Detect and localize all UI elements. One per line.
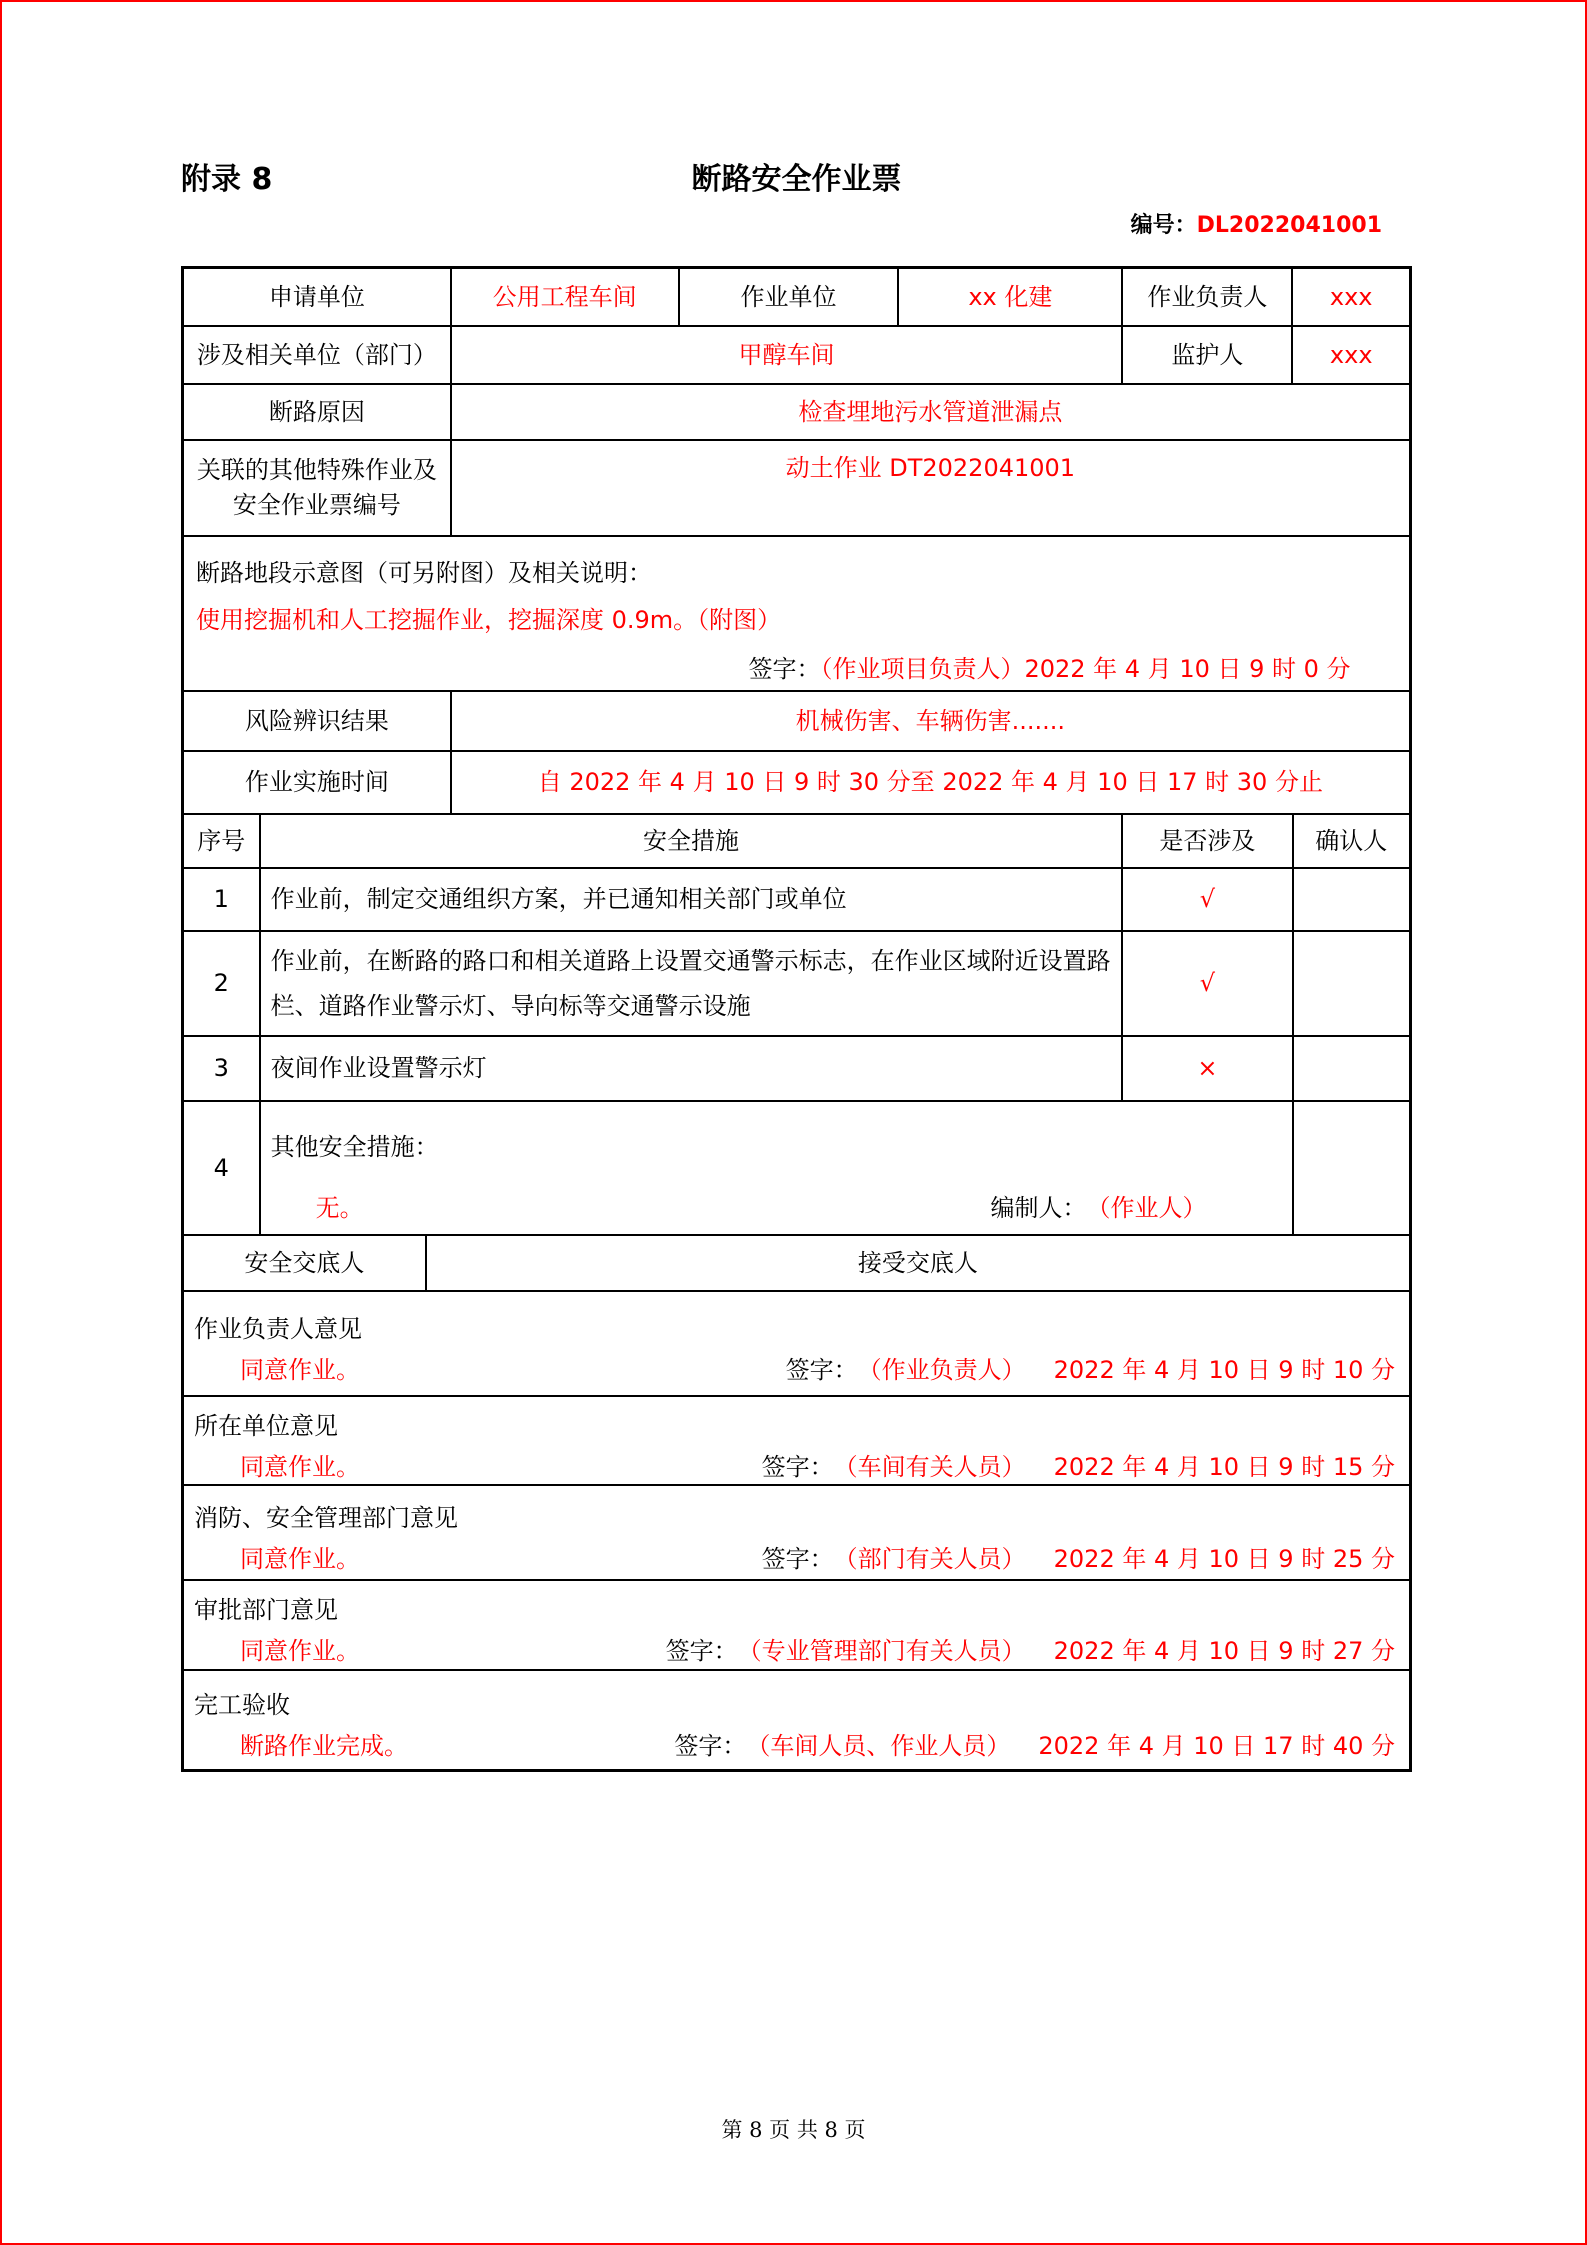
header: [181, 154, 1412, 197]
guardian-label: 监护人: [1121, 327, 1291, 383]
measures-header-row: [184, 813, 1409, 867]
opinion-row: [184, 1669, 1409, 1769]
row-related-units: [184, 325, 1409, 383]
sketch-sign-value: （作业项目负责人）2022 年 4 月 10 日 9 时 0 分: [820, 654, 1351, 683]
preparer-label: 编制人：: [990, 1194, 1087, 1222]
other-measures-line: [261, 1191, 1292, 1226]
related-permit-label-line1: 关联的其他特殊作业及: [196, 456, 437, 485]
measure-involved-mark: ×: [1121, 1037, 1291, 1100]
page-title: 断路安全作业票: [691, 162, 902, 197]
sign-datetime: 2022 年 4 月 10 日 9 时 25 分: [1053, 1544, 1395, 1573]
opinion-title: 完工验收: [194, 1691, 290, 1720]
row-reason: [184, 383, 1409, 439]
opinion-comment: 同意作业。: [240, 1637, 360, 1665]
reason-label: 断路原因: [268, 397, 365, 426]
opinion-title: 所在单位意见: [194, 1411, 338, 1440]
row-risk: [184, 690, 1409, 750]
opinion-row: [184, 1395, 1409, 1484]
measures-header-confirmer: 确认人: [1292, 815, 1409, 867]
measure-confirmer-cell: [1292, 1037, 1409, 1100]
measure-no: 2: [213, 969, 229, 998]
permit-table: [181, 266, 1412, 1772]
measure-no: 1: [213, 885, 229, 914]
signer: （车间人员、作业人员）: [746, 1732, 1011, 1760]
opinion-row: [184, 1484, 1409, 1579]
work-unit-value: xx 化建: [897, 269, 1121, 325]
sketch-sign-line: [748, 652, 1397, 687]
spacer: [360, 1353, 786, 1388]
sketch-cell: [184, 537, 1409, 690]
work-leader-label: 作业负责人: [1121, 269, 1291, 325]
sign-label: 签字：: [674, 1732, 747, 1760]
sketch-sign-label: 签字：: [748, 654, 821, 683]
measure-row: [184, 930, 1409, 1035]
sign-label: 签字：: [785, 1355, 858, 1384]
related-units-value: 甲醇车间: [450, 327, 1122, 383]
other-measures-no: 4: [213, 1153, 229, 1182]
signer: （专业管理部门有关人员）: [737, 1637, 1026, 1665]
sign-datetime: 2022 年 4 月 10 日 17 时 40 分: [1038, 1732, 1395, 1760]
row-other-measures: [184, 1100, 1409, 1234]
related-units-label: 涉及相关单位（部门）: [196, 340, 437, 369]
sign-label: 签字：: [665, 1637, 738, 1665]
measure-confirmer-cell: [1292, 869, 1409, 930]
opinion-comment: 同意作业。: [240, 1355, 360, 1384]
opinion-cell: [184, 1486, 1409, 1579]
opinion-cell: [184, 1397, 1409, 1484]
opinion-cell: [184, 1671, 1409, 1769]
measure-text: 夜间作业设置警示灯: [259, 1037, 1122, 1100]
measures-header-no: 序号: [197, 826, 246, 855]
applicant-value: 公用工程车间: [450, 269, 678, 325]
measure-text: 作业前，制定交通组织方案，并已通知相关部门或单位: [259, 869, 1122, 930]
opinion-line: [194, 1729, 1395, 1764]
page-number: 第 8 页 共 8 页: [721, 2118, 866, 2142]
row-related-permit: [184, 439, 1409, 535]
risk-value: 机械伤害、车辆伤害.......: [450, 692, 1409, 750]
opinion-title: 消防、安全管理部门意见: [194, 1503, 458, 1532]
opinion-row: [184, 1579, 1409, 1669]
opinion-cell: [184, 1292, 1409, 1395]
measure-involved-mark: √: [1121, 932, 1291, 1035]
row-schedule: [184, 750, 1409, 813]
related-permit-label-line2: 安全作业票编号: [232, 491, 401, 519]
appendix-label: 附录 8: [181, 162, 273, 197]
measures-header-measure: 安全措施: [259, 815, 1122, 867]
schedule-value: 自 2022 年 4 月 10 日 9 时 30 分至 2022 年 4 月 10 日 17 时 30 分止: [450, 752, 1409, 813]
opinion-line: [194, 1353, 1395, 1388]
sketch-description: 使用挖掘机和人工挖掘作业，挖掘深度 0.9m。（附图）: [196, 606, 782, 635]
spacer: [360, 1542, 762, 1577]
measure-involved-mark: √: [1121, 869, 1291, 930]
row-applicant: [184, 269, 1409, 325]
opinion-comment: 断路作业完成。: [240, 1732, 408, 1760]
briefing-giver-label: 安全交底人: [244, 1248, 365, 1277]
sign-datetime: 2022 年 4 月 10 日 9 时 15 分: [1053, 1452, 1395, 1481]
other-measures-confirmer-cell: [1292, 1102, 1409, 1234]
doc-number-line: [181, 208, 1412, 239]
signer: （车间有关人员）: [833, 1452, 1026, 1481]
opinion-line: [194, 1634, 1395, 1669]
opinion-comment: 同意作业。: [240, 1544, 360, 1573]
measure-confirmer-cell: [1292, 932, 1409, 1035]
opinion-title: 审批部门意见: [194, 1596, 338, 1625]
opinion-row: [184, 1290, 1409, 1395]
opinion-title: 作业负责人意见: [194, 1314, 362, 1343]
sign-datetime: 2022 年 4 月 10 日 9 时 27 分: [1053, 1637, 1395, 1665]
opinion-cell: [184, 1581, 1409, 1669]
other-measures-value: 无。: [315, 1194, 364, 1222]
schedule-label: 作业实施时间: [244, 768, 389, 797]
spacer: [364, 1191, 991, 1226]
other-measures-cell: [259, 1102, 1292, 1234]
measure-row: [184, 1035, 1409, 1100]
row-sketch: [184, 535, 1409, 690]
sign-label: 签字：: [761, 1544, 834, 1573]
other-measures-label: 其他安全措施：: [270, 1133, 439, 1162]
guardian-value: xxx: [1291, 327, 1408, 383]
opinion-line: [194, 1450, 1395, 1485]
measure-no: 3: [213, 1054, 229, 1083]
signer: （部门有关人员）: [833, 1544, 1026, 1573]
preparer-value: （作业人）: [1086, 1194, 1207, 1222]
applicant-label: 申请单位: [268, 282, 365, 311]
sign-datetime: 2022 年 4 月 10 日 9 时 10 分: [1053, 1355, 1395, 1384]
work-unit-label: 作业单位: [678, 269, 898, 325]
briefing-receiver-label: 接受交底人: [425, 1236, 1409, 1290]
work-leader-value: xxx: [1291, 269, 1408, 325]
risk-label: 风险辨识结果: [244, 706, 389, 735]
related-permit-label: [184, 441, 450, 535]
sign-label: 签字：: [761, 1452, 834, 1481]
related-permit-value: 动土作业 DT2022041001: [450, 441, 1409, 535]
spacer: [408, 1729, 674, 1764]
reason-value: 检查埋地污水管道泄漏点: [450, 385, 1409, 439]
sketch-heading: 断路地段示意图（可另附图）及相关说明：: [196, 559, 652, 588]
doc-number-label: 编号：: [1130, 213, 1197, 238]
measure-row: [184, 867, 1409, 930]
row-briefing: [184, 1234, 1409, 1290]
measures-header-involved: 是否涉及: [1121, 815, 1291, 867]
measure-text: 作业前，在断路的路口和相关道路上设置交通警示标志，在作业区域附近设置路栏、道路作业警示灯、导向标等交通警示设施: [259, 932, 1122, 1035]
signer: （作业负责人）: [857, 1355, 1026, 1384]
spacer: [360, 1634, 666, 1669]
doc-number-value: DL2022041001: [1196, 213, 1382, 238]
opinion-line: [194, 1542, 1395, 1577]
spacer: [360, 1450, 762, 1485]
opinion-comment: 同意作业。: [240, 1452, 360, 1481]
